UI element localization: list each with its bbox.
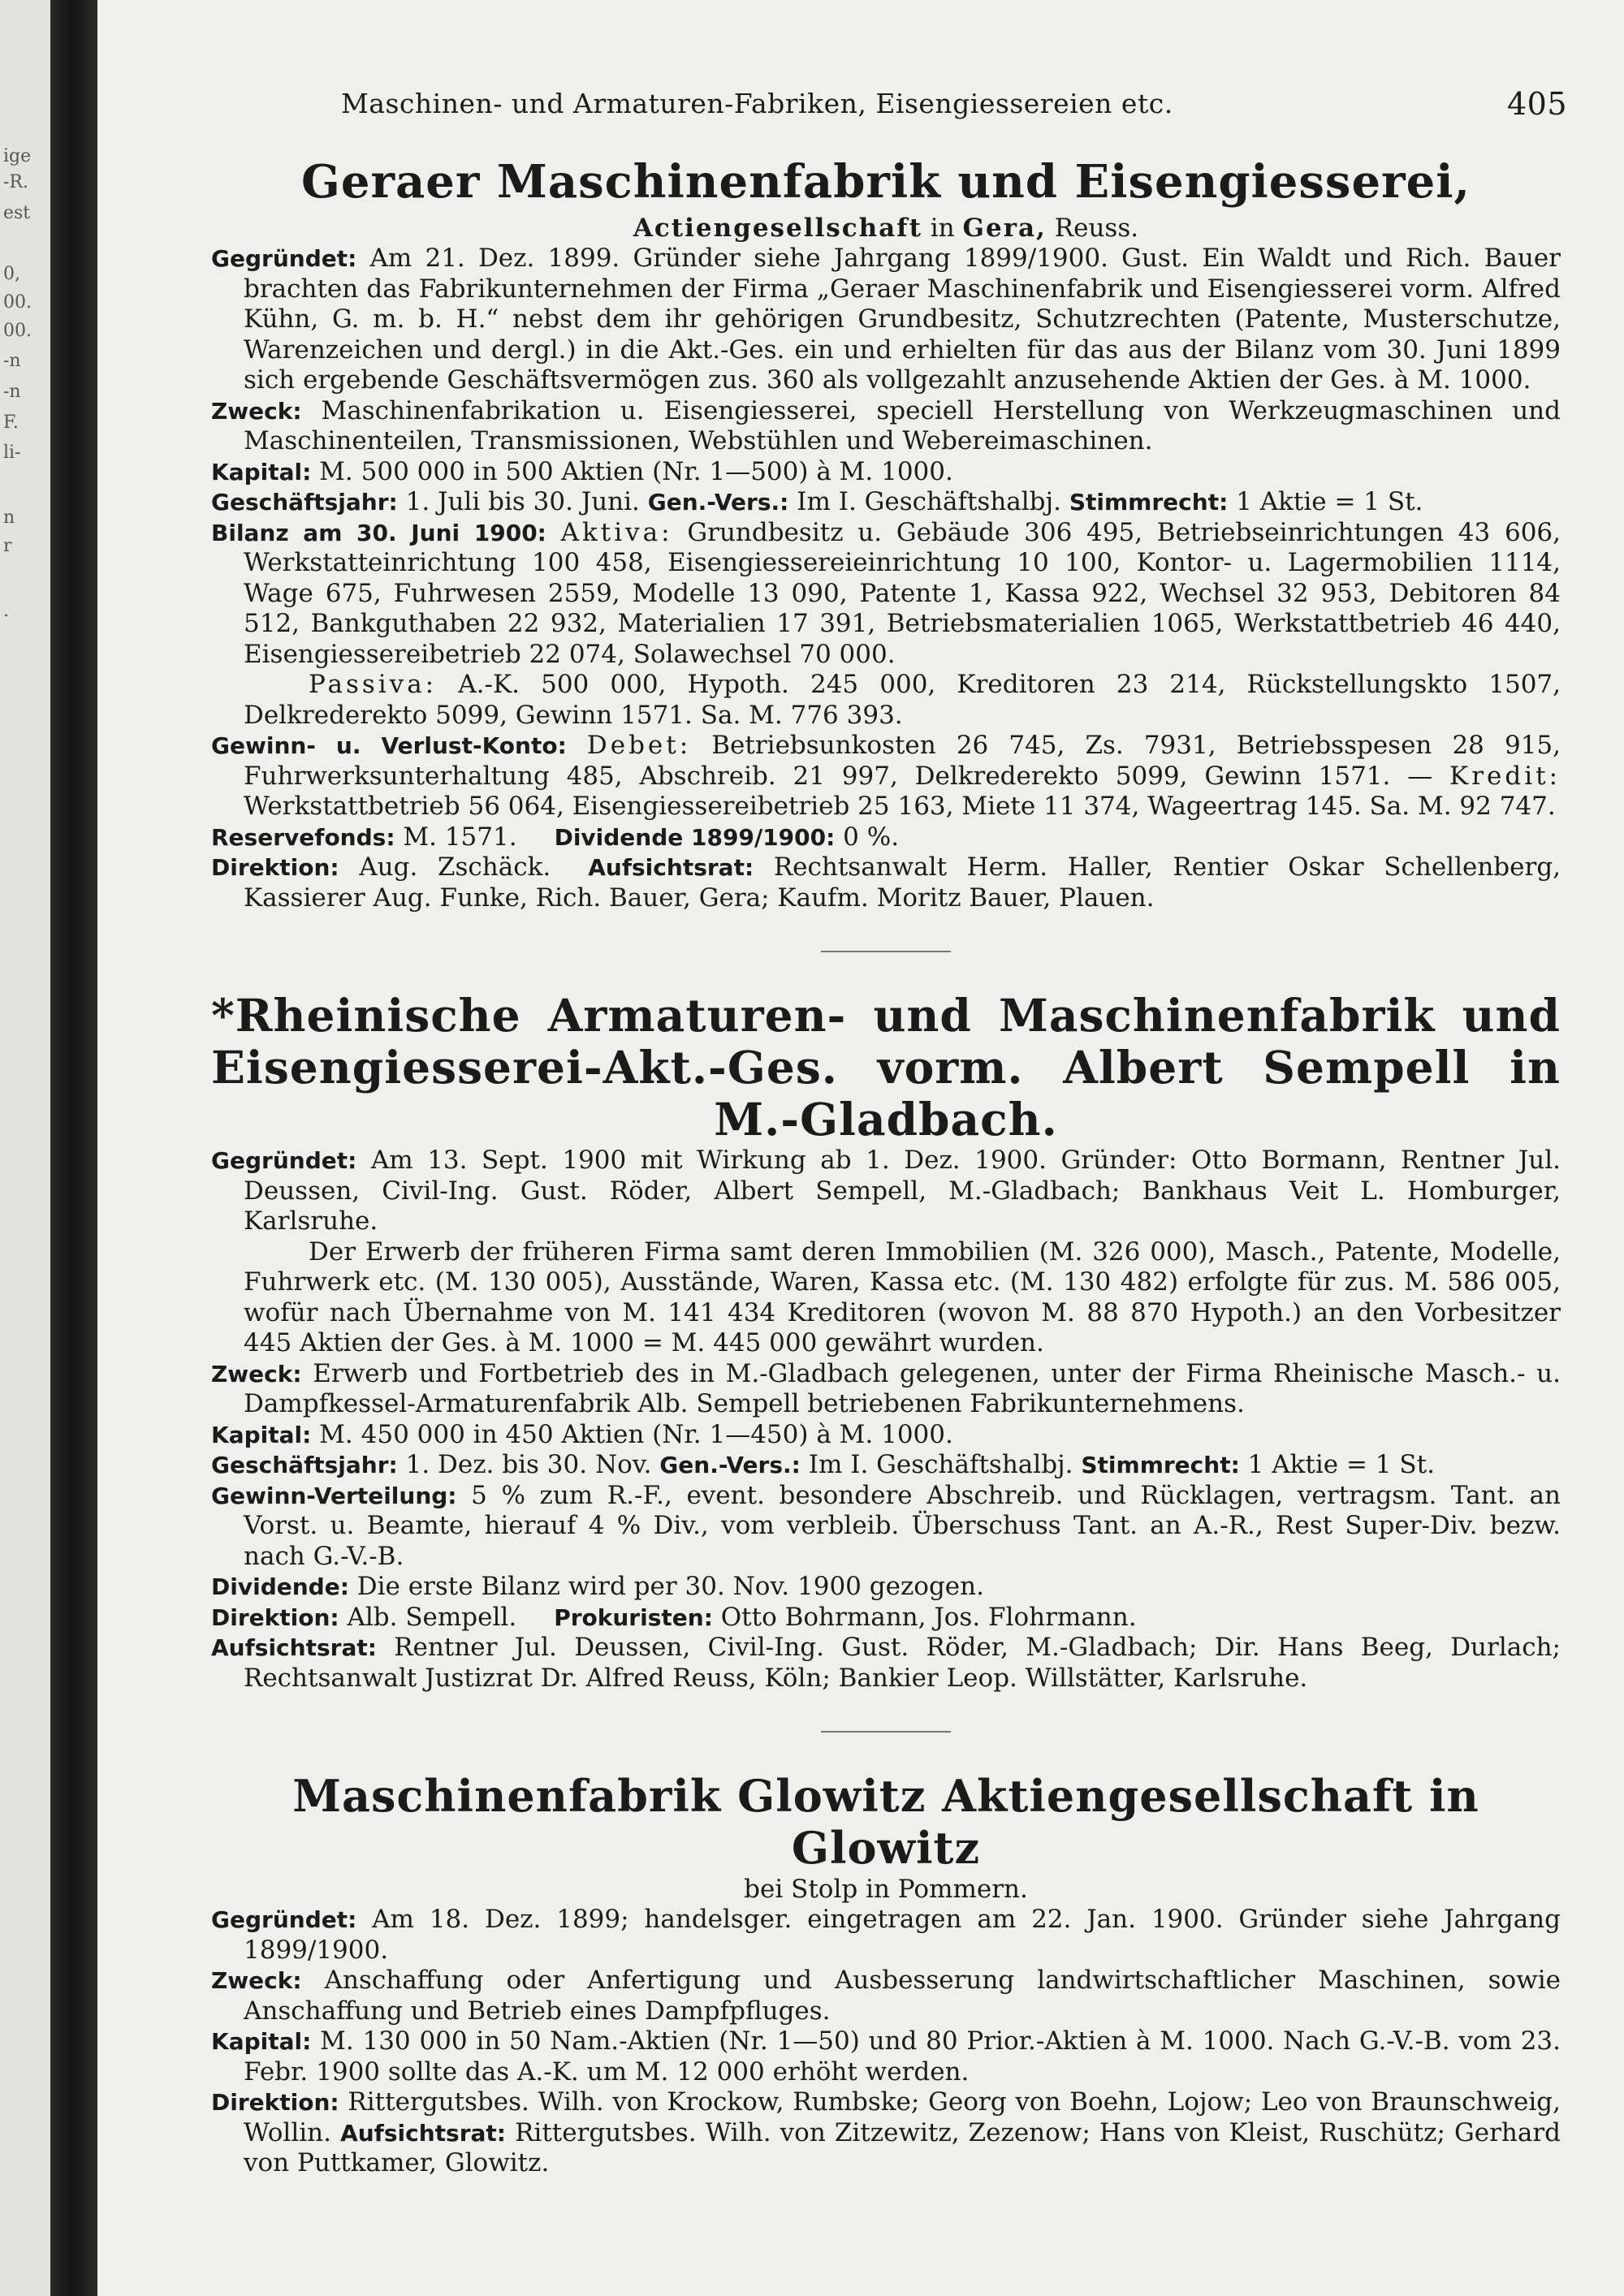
margin-text: F. (3, 412, 19, 433)
margin-text: r (3, 536, 12, 556)
entry-zweck: Zweck: Erwerb und Fortbetrieb des in M.-Gladbach gelegenen, unter der Firma Rheinische Masch.- u. Dampfkessel-Armaturenfabrik Alb. Sempell betriebenen Fabrikunternehmens. (211, 1358, 1561, 1418)
entry-erwerb: Der Erwerb der früheren Firma samt deren Immobilien (M. 326 000), Masch., Patente, Modelle, Fuhrwerk etc. (M. 130 005), Ausstände, Waren, Kassa etc. (M. 130 482) erfolgte für zus. M. 586 005, wofür nach Übernahme von M. 141 434 Kreditoren (wovon M. 88 870 Hypoth.) an den Vorbesitzer 445 Aktien der Ges. à M. 1000 = M. 445 000 gewährt wurden. (244, 1236, 1561, 1357)
margin-text: est (3, 203, 31, 223)
margin-text: ige (3, 146, 32, 166)
margin-text: -R. (3, 172, 28, 192)
company-subtitle: bei Stolp in Pommern. (744, 1875, 1028, 1904)
section-divider (821, 951, 951, 952)
company-title: Geraer Maschinenfabrik und Eisengiesserei, (301, 155, 1471, 209)
entry-kapital: Kapital: M. 130 000 in 50 Nam.-Aktien (Nr. 1—50) und 80 Prior.-Aktien à M. 1000. Nach G.-V.-B. vom 23. Febr. 1900 sollte das A.-K. um M. 12 000 erhöht werden. (211, 2026, 1561, 2087)
left-margin-fragment (0, 0, 50, 2296)
header-title: Maschinen- und Armaturen-Fabriken, Eisengiessereien etc. (341, 88, 1173, 119)
entry-dividende: Dividende: Die erste Bilanz wird per 30. Nov. 1900 gezogen. (211, 1572, 984, 1601)
entry-gegruendet: Gegründet: Am 21. Dez. 1899. Gründer siehe Jahrgang 1899/1900. Gust. Ein Waldt und Rich. Bauer brachten das Fabrikunternehmen der Firma „Geraer Maschinenfabrik und Eisengiesserei vorm. Alfred Kühn, G. m. b. H.“ nebst dem ihr gehörigen Grundbesitz, Schutzrechten (Patente, Musterschutze, Warenzeichen und dergl.) in die Akt.-Ges. ein und erhielten für das aus der Bilanz vom 30. Juni 1899 sich ergebende Geschäftsvermögen zus. 360 als vollgezahlt anzusehende Aktien der Ges. à M. 1000. (211, 244, 1561, 395)
margin-text: . (3, 601, 9, 621)
company-title: Maschinenfabrik Glowitz Aktiengesellschaft in Glowitz (292, 1770, 1479, 1874)
entry-gewinn-verlust: Gewinn- u. Verlust-Konto: Debet: Betriebsunkosten 26 745, Zs. 7931, Betriebsspesen 28 915, Fuhrwerksunterhaltung 485, Abschreib. 21 997, Delkrederekto 5099, Gewinn 1571. — Kredit: Werkstattbetrieb 56 064, Eisengiessereibetrieb 25 163, Miete 11 374, Wageertrag 145. Sa. M. 92 747. (211, 731, 1561, 821)
margin-text: -n (3, 351, 21, 371)
entry-direktion: Direktion: Alb. Sempell. Prokuristen: Otto Bohrmann, Jos. Flohrmann. (211, 1602, 1137, 1632)
entry-aufsichtsrat: Aufsichtsrat: Rentner Jul. Deussen, Civil-Ing. Gust. Röder, M.-Gladbach; Dir. Hans Beeg, Durlach; Rechtsanwalt Justizrat Dr. Alfred Reuss, Köln; Bankier Leop. Willstätter, Karlsruhe. (211, 1633, 1561, 1693)
margin-text: n (3, 507, 15, 528)
margin-text: -n (3, 382, 21, 402)
entry-geschaeftsjahr: Geschäftsjahr: 1. Juli bis 30. Juni. Gen.-Vers.: Im I. Geschäftshalbj. Stimmrecht: 1 Aktie = 1 St. (211, 487, 1423, 516)
page-content (211, 154, 1561, 2179)
section-divider (821, 1731, 951, 1733)
entry-zweck: Zweck: Anschaffung oder Anfertigung und Ausbesserung landwirtschaftlicher Maschinen, sowie Anschaffung und Betrieb eines Dampfpfluges. (211, 1966, 1561, 2026)
company-entry-glowitz (211, 1770, 1561, 2179)
company-entry-geraer (211, 154, 1561, 913)
entry-gewinn-verteilung: Gewinn-Verteilung: 5 % zum R.-F., event. besondere Abschreib. und Rücklagen, vertragsm. Tant. an Vorst. u. Beamte, hierauf 4 % Div., vom verbleib. Überschuss Tant. an A.-R., Rest Super-Div. bezw. nach G.-V.-B. (211, 1480, 1561, 1571)
entry-gegruendet: Gegründet: Am 18. Dez. 1899; handelsger. eingetragen am 22. Jan. 1900. Gründer siehe Jahrgang 1899/1900. (211, 1905, 1561, 1965)
page-number: 405 (1506, 86, 1567, 122)
entry-kapital: Kapital: M. 500 000 in 500 Aktien (Nr. 1—500) à M. 1000. (211, 456, 953, 486)
margin-text: 0, (3, 264, 20, 284)
entry-direktion: Direktion: Aug. Zschäck. Aufsichtsrat: Rechtsanwalt Herm. Haller, Rentier Oskar Schellenberg, Kassierer Aug. Funke, Rich. Bauer, Gera; Kaufm. Moritz Bauer, Plauen. (211, 852, 1561, 913)
margin-text: 00. (3, 292, 32, 313)
entry-reservefonds: Reservefonds: M. 1571. Dividende 1899/1900: 0 %. (211, 822, 900, 852)
book-page (97, 0, 1624, 2296)
company-title: *Rheinische Armaturen- und Maschinenfabrik und Eisengiesserei-Akt.-Ges. vorm. Albert Sempell in M.-Gladbach. (211, 989, 1561, 1146)
margin-text: li- (3, 442, 21, 463)
entry-geschaeftsjahr: Geschäftsjahr: 1. Dez. bis 30. Nov. Gen.-Vers.: Im I. Geschäftshalbj. Stimmrecht: 1 Aktie = 1 St. (211, 1450, 1435, 1479)
company-subtitle: Actiengesellschaft in Gera, Reuss. (633, 214, 1139, 243)
entry-passiva: Passiva: A.-K. 500 000, Hypoth. 245 000, Kreditoren 23 214, Rückstellungskto 1507, Delkrederekto 5099, Gewinn 1571. Sa. M. 776 393. (244, 670, 1561, 730)
entry-bilanz: Bilanz am 30. Juni 1900: Aktiva: Grundbesitz u. Gebäude 306 495, Betriebseinrichtungen 43 606, Werkstatteinrichtung 100 458, Eisengiessereieinrichtung 10 100, Kontor- u. Lagermobilien 1114, Wage 675, Fuhrwesen 2559, Modelle 13 090, Patente 1, Kassa 922, Wechsel 32 953, Debitoren 84 512, Bankguthaben 22 932, Materialien 17 391, Betriebsmaterialien 1065, Werkstattbetrieb 46 440, Eisengiessereibetrieb 22 074, Solawechsel 70 000. (211, 517, 1561, 669)
entry-kapital: Kapital: M. 450 000 in 450 Aktien (Nr. 1—450) à M. 1000. (211, 1419, 953, 1449)
margin-text: 00. (3, 321, 32, 341)
company-entry-rheinische (211, 990, 1561, 1694)
entry-zweck: Zweck: Maschinenfabrikation u. Eisengiesserei, speciell Herstellung von Werkzeugmaschinen und Maschinenteilen, Transmissionen, Webstühlen und Webereimaschinen. (211, 395, 1561, 455)
book-gutter (50, 0, 97, 2296)
entry-direktion: Direktion: Rittergutsbes. Wilh. von Krockow, Rumbske; Georg von Boehn, Lojow; Leo von Braunschweig, Wollin. Aufsichtsrat: Rittergutsbes. Wilh. von Zitzewitz, Zezenow; Hans von Kleist, Ruschütz; Gerhard von Puttkamer, Glowitz. (211, 2087, 1561, 2177)
running-header (341, 86, 1567, 122)
entry-gegruendet: Gegründet: Am 13. Sept. 1900 mit Wirkung ab 1. Dez. 1900. Gründer: Otto Bormann, Rentner Jul. Deussen, Civil-Ing. Gust. Röder, Albert Sempell, M.-Gladbach; Bankhaus Veit L. Homburger, Karlsruhe. (211, 1146, 1561, 1236)
